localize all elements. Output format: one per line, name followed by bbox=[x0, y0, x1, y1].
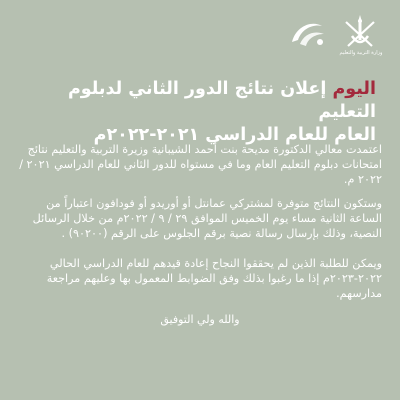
emblem-caption: وزارة التربية والتعليم bbox=[339, 50, 383, 56]
page-title bbox=[16, 78, 376, 147]
title-highlight: اليوم bbox=[332, 79, 376, 99]
title-line1: إعلان نتائج الدور الثاني لدبلوم التعليم bbox=[67, 79, 376, 122]
title-line2: العام للعام الدراسي ٢٠٢١-٢٠٢٢م bbox=[93, 125, 376, 145]
closing-line: والله ولي التوفيق bbox=[160, 313, 240, 326]
swirl-logo-icon bbox=[286, 16, 328, 50]
paragraph-availability: وستكون النتائج متوفرة لمشتركي عمانتل أو أوريدو أو فودافون اعتباراً من الساعة الثانية مساء يوم الخميس الموافق ٢٩ / ٩ / ٢٠٢٢م من خلال الرسائل النصية، وذلك بإرسال رسالة نصية برقم الجلوس على الرقم (٩٠٢٠٠) . bbox=[32, 197, 382, 240]
paragraph-reenrollment: ويمكن للطلبة الذين لم يحققوا النجاح إعادة قيدهم للعام الدراسي الحالي ٢٠٢٢-٢٠٢٣م إذا ما رغبوا بذلك وفق الضوابط المعمول بها وعليهم مراجعة مدارسهم. bbox=[46, 257, 382, 300]
header bbox=[0, 10, 400, 58]
paragraph-approval: اعتمدت معالي الدكتورة مديحة بنت أحمد الشيبانية وزيرة التربية والتعليم نتائج امتحانات دبلوم التعليم العام وما في مستواه للدور الثاني للعام الدراسي ٢٠٢١ / ٢٠٢٢ م. bbox=[19, 143, 382, 186]
